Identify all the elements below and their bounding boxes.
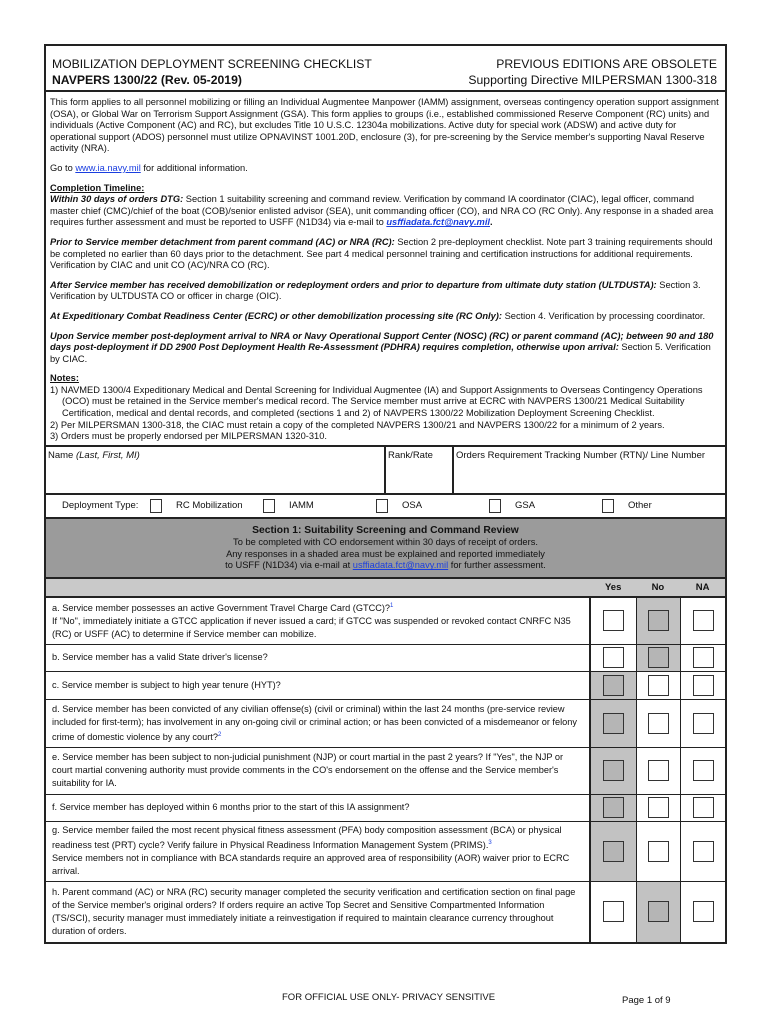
deployment-checkbox-iamm[interactable] [263, 499, 275, 513]
footnote-ref: 3 [488, 840, 492, 847]
question-row [46, 881, 725, 942]
applies-paragraph: This form applies to all personnel mobilizing or filling an Individual Augmentee Manpower (IAMM) assignment, overseas contingency operation support assignment (OSA), or Global War on Terrorism Support Assignment (GSA). This form applies to groups (i.e., established commissioned Reserve Component (RC) units) and individuals (Active Component (AC) and RC), but excludes Title 10 U.S.C. 12304a mobilizations. Active duty for special work (ADSW) and active duty for operational support (ADOS) personnel must utilize OPNAVINST 1001.20D, enclosure (3), for pre-screening by the Service member's supporting Naval Reserve activity (NRA). [50, 97, 719, 154]
question-text [46, 822, 591, 881]
checkbox-no[interactable] [648, 647, 669, 668]
deployment-option [376, 499, 489, 513]
form-number: NAVPERS 1300/22 (Rev. 05-2019) [52, 73, 242, 87]
timeline-text: Section 2 pre-deployment checklist. Note part 3 training requirements should be completed no earlier than 60 days prior to the detachment. See part 4 medical personnel training and certification instructions for additional requirements. Verification by CIAC and unit CO (AC)/NRA CO (RC). [50, 236, 713, 271]
obsolete-notice: PREVIOUS EDITIONS ARE OBSOLETE [496, 57, 717, 71]
question-body: b. Service member has a valid State driver's license? [52, 652, 268, 663]
answer-cell-yes [591, 700, 636, 747]
checkbox-no[interactable] [648, 841, 669, 862]
timeline-text: Section 4. Verification by processing coordinator. [502, 310, 706, 321]
question-body: h. Parent command (AC) or NRA (RC) security manager completed the security verification and certification section on final page of the Service member's original orders? If orders require an active Top Secret and Sensitive Compartmented Information (TS/SCI), security manager must immediately initiate a reinvestigation if required to maintain clearance currency throughout duration of orders. [52, 886, 576, 936]
name-hint: (Last, First, MI) [75, 449, 140, 461]
checkbox-na[interactable] [693, 760, 714, 781]
question-line [52, 651, 583, 664]
question-text [46, 672, 591, 699]
checkbox-na[interactable] [693, 675, 714, 696]
note-item: 3) Orders must be properly endorsed per MILPERSMAN 1320-310. [50, 431, 327, 442]
timeline-item [50, 311, 721, 323]
checkbox-yes[interactable] [603, 713, 624, 734]
section1-header [46, 517, 725, 577]
question-body: e. Service member has been subject to non-judicial punishment (NJP) or court martial in the past 2 years? If "Yes", the NJP or court martial convening authority must provide comments in the CO's endorsement on the offense and the Service member's suitability for IA. [52, 752, 564, 789]
checkbox-no[interactable] [648, 610, 669, 631]
goto-paragraph [50, 163, 721, 175]
deployment-option [602, 499, 715, 513]
deployment-checkbox-rc-mobilization[interactable] [150, 499, 162, 513]
column-header-row [46, 577, 725, 596]
question-body: d. Service member has been convicted of any civilian offense(s) (civil or criminal) within the last 24 months (pre-service review included for first-term); has involvement in any on-going civil or criminal action; or has been convicted of a misdemeanor or felony crime of domestic violence by any court? [52, 703, 577, 742]
timeline-text: Section 3. Verification by ULTDUSTA CO or officer in charge (OIC). [50, 279, 701, 302]
checkbox-yes[interactable] [603, 675, 624, 696]
question-line [52, 751, 583, 790]
question-note: If "No", immediately initiate a GTCC application if never issued a card; if GTCC was suspended or revoked contact CNRFC N35 (RC) or USFF (AC) to determine if Service member can mobilize. [52, 616, 571, 640]
usff-email-link[interactable]: usffiadata.fct@navy.mil [386, 217, 490, 228]
deployment-option-label: Other [628, 500, 652, 512]
timeline-item [50, 194, 721, 229]
footnote-ref: 2 [217, 731, 222, 738]
question-text [46, 598, 591, 644]
section1-title: Section 1: Suitability Screening and Command Review [252, 524, 519, 536]
deployment-option [263, 499, 376, 513]
question-text [46, 748, 591, 794]
answer-cell-na [680, 882, 725, 942]
timeline-text: Section 1 suitability screening and command review. Verification by command IA coordinator (CIAC), legal officer, command master chief (CMC)/chief of the boat (COB)/senior enlisted advisor (SEA), unit commanding officer (CO), and NRA CO (RC Only). Any response in a shaded area requires further assessment and must be reported to USFF (N1D34) via e-mail to [50, 194, 714, 228]
question-line [52, 679, 583, 692]
timeline-item [50, 237, 721, 272]
answer-cell-no [636, 672, 681, 699]
question-line [52, 801, 583, 814]
deployment-checkbox-osa[interactable] [376, 499, 388, 513]
deployment-checkbox-other[interactable] [602, 499, 614, 513]
answer-cell-no [636, 795, 681, 821]
section1-line3 [46, 560, 725, 572]
deployment-type-label: Deployment Type: [62, 500, 139, 512]
question-row [46, 821, 725, 881]
checkbox-yes[interactable] [603, 647, 624, 668]
checkbox-no[interactable] [648, 797, 669, 818]
question-row [46, 644, 725, 671]
answer-cell-no [636, 822, 681, 881]
checkbox-na[interactable] [693, 901, 714, 922]
deployment-option-label: OSA [402, 500, 423, 512]
footnote-ref: 1 [390, 603, 394, 610]
question-row [46, 747, 725, 794]
name-field[interactable] [46, 447, 386, 493]
checkbox-na[interactable] [693, 610, 714, 631]
answer-cell-yes [591, 645, 636, 671]
answer-cell-yes [591, 748, 636, 794]
col-na: NA [695, 581, 710, 593]
col-no: No [651, 581, 665, 593]
answer-cell-yes [591, 822, 636, 881]
timeline-item [50, 280, 721, 303]
line3-suffix: for further assessment. [448, 560, 546, 571]
question-text [46, 882, 591, 942]
checkbox-yes[interactable] [603, 901, 624, 922]
checkbox-no[interactable] [648, 901, 669, 922]
question-text [46, 645, 591, 671]
answer-cell-na [680, 748, 725, 794]
section1-line1: To be completed with CO endorsement within 30 days of receipt of orders. [233, 536, 538, 547]
question-row [46, 671, 725, 699]
checkbox-yes[interactable] [603, 797, 624, 818]
deployment-checkbox-gsa[interactable] [489, 499, 501, 513]
checklist-form [44, 44, 727, 944]
deployment-option-label: RC Mobilization [176, 500, 243, 512]
answer-cell-no [636, 598, 681, 644]
notes-list [50, 385, 721, 443]
usff-email-link[interactable]: usffiadata.fct@navy.mil [352, 560, 449, 571]
deployment-option-label: IAMM [289, 500, 314, 512]
page-number: Page 1 of 9 [622, 995, 671, 1006]
answer-cell-yes [591, 598, 636, 644]
deployment-type-row [46, 493, 725, 517]
instructions [46, 92, 725, 445]
timeline-lead: Upon Service member post-deployment arrival to NRA or Navy Operational Support Center (NOSC) (RC) or parent command (AC); between 90 and 180 days post-deployment if DD 2900 Post Deployment Health Re-Assessment (PDHRA) requires completion, otherwise upon arrival: [50, 330, 714, 353]
timeline-lead: After Service member has received demobilization or redeployment orders and prior to departure from ultimate duty station (ULTDUSTA): [50, 279, 657, 290]
notes-heading: Notes: [50, 373, 79, 384]
form-title: MOBILIZATION DEPLOYMENT SCREENING CHECKLIST [52, 57, 372, 71]
question-text [46, 700, 591, 747]
question-text [46, 795, 591, 821]
answer-cell-no [636, 700, 681, 747]
checkbox-no[interactable] [648, 760, 669, 781]
rtn-field[interactable] [454, 447, 725, 493]
checkbox-na[interactable] [693, 841, 714, 862]
answer-cell-na [680, 822, 725, 881]
question-row [46, 596, 725, 644]
question-body: a. Service member possesses an active Government Travel Charge Card (GTCC)? [52, 603, 391, 614]
name-label: Name [48, 449, 76, 461]
rank-field[interactable] [386, 447, 454, 493]
section1-line2: Any responses in a shaded area must be explained and reported immediately [226, 548, 545, 559]
answer-cell-yes [591, 882, 636, 942]
line3-prefix: to USFF (N1D34) via e-mail at [225, 560, 353, 571]
answer-cell-na [680, 645, 725, 671]
deployment-option [150, 499, 263, 513]
question-line [52, 703, 583, 744]
goto-prefix: Go to [50, 162, 76, 173]
answer-cell-no [636, 882, 681, 942]
question-row [46, 699, 725, 747]
deployment-option-label: GSA [515, 500, 536, 512]
checkbox-no[interactable] [648, 675, 669, 696]
checkbox-yes[interactable] [603, 760, 624, 781]
answer-cell-na [680, 795, 725, 821]
timeline-text: Section 5. Verification by CIAC. [50, 342, 711, 364]
note-item: 1) NAVMED 1300/4 Expeditionary Medical and Dental Screening for Individual Augmentee (IA) and Support Assignments to Overseas Contingency Operations (OCO) must be retained in the Service member's medical record. The Service member must arrive at ECRC with NAVPERS 1300/21 Medical Suitability Certification, medical and dental records, and completed (sections 1 and 2) of NAVPERS 1300/22 Mobilization Deployment Screening Checklist. [50, 384, 703, 419]
goto-suffix: for additional information. [140, 162, 248, 173]
answer-cell-na [680, 598, 725, 644]
question-body: c. Service member is subject to high year tenure (HYT)? [52, 679, 281, 690]
answer-cell-yes [591, 795, 636, 821]
timeline-lead: At Expeditionary Combat Readiness Center (ECRC) or other demobilization processing site (RC Only): [50, 310, 502, 321]
question-body: f. Service member has deployed within 6 months prior to the start of this IA assignment? [52, 802, 410, 813]
checkbox-na[interactable] [693, 713, 714, 734]
answer-cell-no [636, 748, 681, 794]
checkbox-no[interactable] [648, 713, 669, 734]
deployment-option [489, 499, 602, 513]
note-item: 2) Per MILPERSMAN 1300-318, the CIAC must retain a copy of the completed NAVPERS 1300/21 and NAVPERS 1300/22 for a minimum of 2 years. [50, 419, 665, 430]
col-yes: Yes [604, 581, 622, 593]
checkbox-yes[interactable] [603, 841, 624, 862]
timeline-item [50, 331, 721, 366]
timeline-lead: Prior to Service member detachment from parent command (AC) or NRA (RC): [50, 236, 395, 247]
ia-navy-link[interactable]: www.ia.navy.mil [75, 162, 141, 173]
member-info-row [46, 445, 725, 493]
rank-label: Rank/Rate [388, 449, 433, 461]
question-rows [46, 596, 725, 942]
supporting-directive: Supporting Directive MILPERSMAN 1300-318 [468, 73, 717, 87]
answer-cell-no [636, 645, 681, 671]
checkbox-na[interactable] [693, 647, 714, 668]
timeline-end: . [490, 217, 493, 228]
question-line [52, 886, 583, 938]
checkbox-na[interactable] [693, 797, 714, 818]
question-body: g. Service member failed the most recent physical fitness assessment (PFA) body composition assessment (BCA) or physical readiness test (PRT) cycle? Verify failure in Physical Readiness Information Management System (PRIMS). [52, 825, 562, 851]
timeline-heading: Completion Timeline: [50, 182, 145, 193]
form-header [46, 46, 725, 92]
answer-cell-yes [591, 672, 636, 699]
rtn-label: Orders Requirement Tracking Number (RTN)/ Line Number [456, 449, 706, 461]
checkbox-yes[interactable] [603, 610, 624, 631]
question-row [46, 794, 725, 821]
answer-cell-na [680, 700, 725, 747]
classification-label: FOR OFFICIAL USE ONLY- PRIVACY SENSITIVE [282, 992, 496, 1003]
question-line [52, 600, 583, 615]
answer-cell-na [680, 672, 725, 699]
question-line [52, 824, 583, 852]
question-note: Service members not in compliance with BCA standards require an approved area of responsibility (AOR) waiver prior to ECRC arrival. [52, 853, 570, 877]
timeline-list [50, 194, 721, 365]
timeline-lead: Within 30 days of orders DTG: [50, 194, 184, 205]
